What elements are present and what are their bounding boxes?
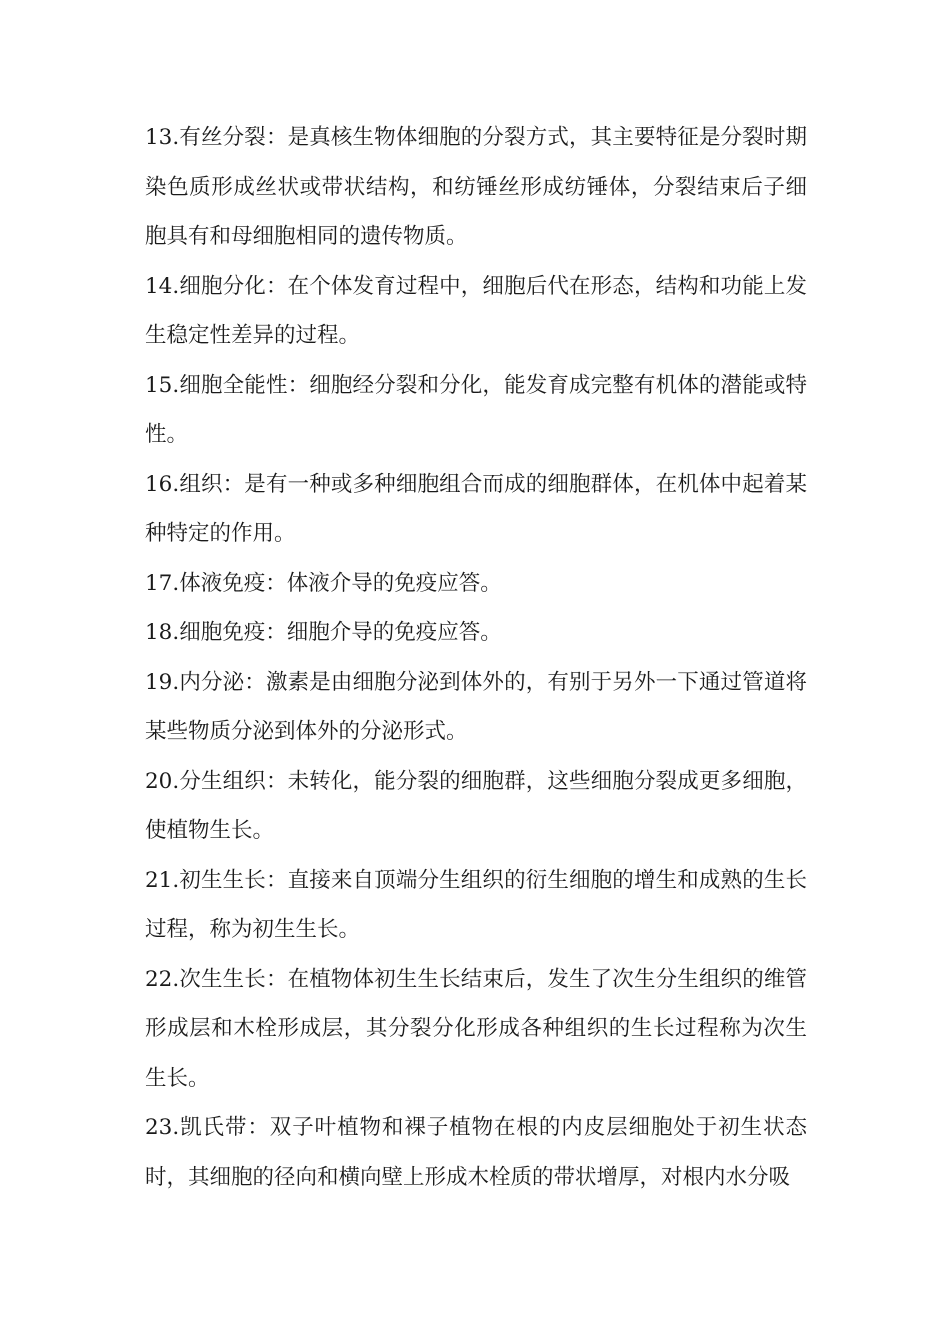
definition-entry-21 bbox=[145, 856, 807, 955]
entry-number: 13. bbox=[145, 125, 180, 150]
entry-text: 分生组织：未转化，能分裂的细胞群，这些细胞分裂成更多细胞，使植物生长。 bbox=[145, 768, 807, 843]
entry-number: 19. bbox=[145, 669, 180, 695]
definition-entry-23 bbox=[145, 1103, 807, 1202]
entry-text: 体液免疫：体液介导的免疫应答。 bbox=[179, 570, 502, 596]
definition-entry-22 bbox=[145, 955, 807, 1104]
entry-text: 细胞全能性：细胞经分裂和分化，能发育成完整有机体的潜能或特性。 bbox=[145, 372, 807, 447]
entry-text: 有丝分裂：是真核生物体细胞的分裂方式，其主要特征是分裂时期染色质形成丝状或带状结构，和纺锤丝形成纺锤体，分裂结束后子细胞具有和母细胞相同的遗传物质。 bbox=[145, 125, 807, 249]
entry-number: 22. bbox=[145, 966, 180, 992]
entry-text: 组织：是有一种或多种细胞组合而成的细胞群体，在机体中起着某种特定的作用。 bbox=[145, 471, 807, 546]
entry-number: 21. bbox=[145, 867, 180, 893]
entry-number: 18. bbox=[145, 620, 180, 645]
definition-entry-20 bbox=[145, 757, 807, 856]
definition-entry-13 bbox=[145, 113, 807, 262]
entry-number: 16. bbox=[145, 471, 180, 497]
definition-entry-18 bbox=[145, 608, 807, 658]
entry-text: 次生生长：在植物体初生生长结束后，发生了次生分生组织的维管形成层和木栓形成层，其分裂分化形成各种组织的生长过程称为次生生长。 bbox=[145, 966, 807, 1091]
entry-text: 细胞免疫：细胞介导的免疫应答。 bbox=[179, 620, 502, 645]
entry-number: 20. bbox=[145, 768, 180, 794]
definition-entry-15 bbox=[145, 361, 807, 460]
definition-entry-16 bbox=[145, 460, 807, 559]
entry-text: 凯氏带：双子叶植物和裸子植物在根的内皮层细胞处于初生状态时，其细胞的径向和横向壁上形成木栓质的带状增厚，对根内水分吸 bbox=[145, 1115, 807, 1190]
entry-number: 23. bbox=[145, 1115, 180, 1140]
entry-number: 15. bbox=[145, 372, 180, 398]
entry-number: 17. bbox=[145, 570, 180, 596]
entry-text: 细胞分化：在个体发育过程中，细胞后代在形态，结构和功能上发生稳定性差异的过程。 bbox=[145, 273, 807, 348]
definition-entry-14 bbox=[145, 262, 807, 361]
definition-entry-19 bbox=[145, 658, 807, 757]
entry-text: 初生生长：直接来自顶端分生组织的衍生细胞的增生和成熟的生长过程，称为初生生长。 bbox=[145, 867, 807, 942]
document-page bbox=[145, 113, 807, 1202]
entry-number: 14. bbox=[145, 273, 180, 299]
entry-text: 内分泌：激素是由细胞分泌到体外的，有别于另外一下通过管道将某些物质分泌到体外的分泌形式。 bbox=[145, 669, 807, 744]
definition-entry-17 bbox=[145, 559, 807, 609]
